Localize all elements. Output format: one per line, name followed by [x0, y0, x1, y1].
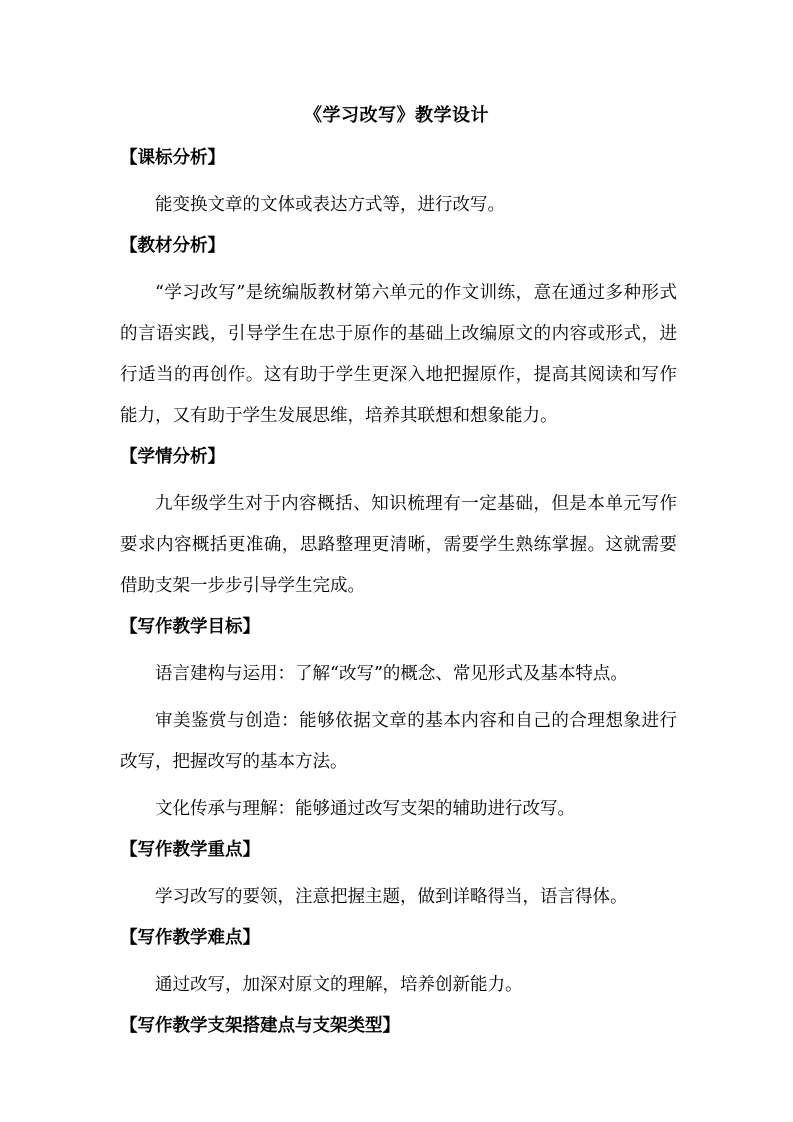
section-heading-difficulties: 【写作教学难点】 — [120, 928, 260, 948]
section-paragraph: 通过改写，加深对原文的理解，培养创新能力。 — [155, 975, 523, 995]
section-paragraph: 九年级学生对于内容概括、知识梳理有一定基础，但是本单元写作要求内容概括更准确，思路整理更清晰，需要学生熟练掌握。这就需要借助支架一步步引导学生完成。 — [120, 494, 677, 596]
document-body — [120, 144, 677, 1053]
section-heading-writing-objectives: 【写作教学目标】 — [120, 617, 260, 637]
section-heading-key-points: 【写作教学重点】 — [120, 840, 260, 860]
section-paragraph: 文化传承与理解：能够通过改写支架的辅助进行改写。 — [155, 799, 575, 819]
section-heading-curriculum-analysis: 【课标分析】 — [120, 148, 225, 168]
document-title: 《学习改写》教学设计 — [304, 105, 489, 126]
section-heading-student-analysis: 【学情分析】 — [120, 447, 225, 467]
section-paragraph: 学习改写的要领，注意把握主题，做到详略得当，语言得体。 — [155, 887, 628, 907]
section-paragraph: 语言建构与运用：了解“改写”的概念、常见形式及基本特点。 — [155, 664, 628, 684]
section-paragraph: 审美鉴赏与创造：能够依据文章的基本内容和自己的合理想象进行改写，把握改写的基本方法。 — [120, 711, 677, 772]
section-heading-scaffold-types: 【写作教学支架搭建点与支架类型】 — [120, 1016, 400, 1036]
section-paragraph: “学习改写”是统编版教材第六单元的作文训练，意在通过多种形式的言语实践，引导学生在忠于原作的基础上改编原文的内容或形式，进行适当的再创作。这有助于学生更深入地把握原作，提高其阅读和写作能力，又有助于学生发展思维，培养其联想和想象能力。 — [120, 283, 677, 426]
section-paragraph: 能变换文章的文体或表达方式等，进行改写。 — [155, 195, 505, 215]
section-heading-textbook-analysis: 【教材分析】 — [120, 236, 225, 256]
